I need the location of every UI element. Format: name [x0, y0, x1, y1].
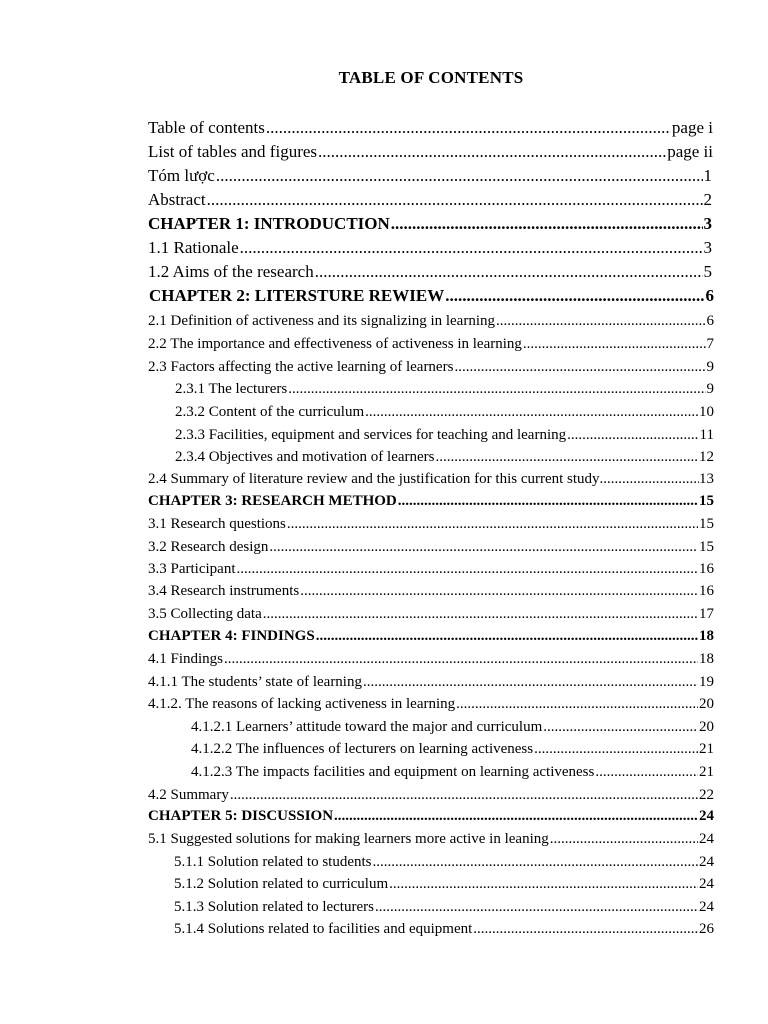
toc-entry-label: Tóm lược: [148, 166, 215, 185]
dot-leader: [315, 262, 703, 282]
toc-entry-page: 24: [699, 831, 714, 847]
dot-leader: [523, 334, 706, 354]
dot-leader: [595, 762, 698, 782]
toc-entry-label: 3.2 Research design: [148, 539, 269, 555]
dot-leader: [224, 649, 698, 669]
dot-leader: [436, 447, 698, 467]
toc-entry-label: 4.1.2. The reasons of lacking activeness in learning: [148, 696, 456, 712]
toc-entry-chapter-5: [148, 806, 714, 828]
dot-leader: [600, 469, 699, 489]
toc-entry-chapter-2: [149, 286, 714, 308]
toc-entry-label: 2.3.4 Objectives and motivation of learners: [175, 449, 435, 465]
toc-entry-page: 1: [703, 166, 712, 185]
toc-entry-1-1: [148, 238, 712, 260]
toc-entry-page: 18: [699, 628, 714, 644]
toc-entry-page: 6: [706, 313, 714, 329]
toc-entry-label: CHAPTER 1: INTRODUCTION: [148, 214, 390, 233]
toc-entry-page: 21: [699, 764, 714, 780]
dot-leader: [269, 537, 698, 557]
toc-entry-list-of-tables: [148, 142, 713, 164]
toc-entry-page: 3: [703, 238, 712, 257]
dot-leader: [266, 118, 671, 138]
dot-leader: [543, 717, 698, 737]
toc-entry-page: 13: [699, 471, 714, 487]
toc-entry-2-2: [148, 334, 714, 356]
toc-entry-page: 5: [703, 262, 712, 281]
toc-entry-label: 2.3.3 Facilities, equipment and services for teaching and learning: [175, 427, 567, 443]
toc-entry-page: 19: [699, 674, 714, 690]
toc-entry-label: 4.1.2.1 Learners’ attitude toward the major and curriculum: [191, 719, 543, 735]
dot-leader: [230, 785, 698, 805]
toc-entry-label: 5.1.1 Solution related to students: [174, 854, 372, 870]
toc-entry-chapter-3: [148, 491, 714, 513]
toc-entry-label: 2.3.1 The lecturers: [175, 381, 288, 397]
toc-entry-table-of-contents: [148, 118, 713, 140]
toc-entry-label: 4.2 Summary: [148, 787, 229, 803]
toc-entry-label: 4.1.2.2 The influences of lecturers on learning activeness: [191, 741, 534, 757]
dot-leader: [389, 874, 698, 894]
toc-entry-page: 24: [699, 899, 714, 915]
dot-leader: [363, 672, 698, 692]
toc-entry-page: 11: [699, 427, 714, 443]
dot-leader: [236, 559, 698, 579]
toc-entry-page: 9: [706, 359, 714, 375]
toc-entry-5-1-4: [174, 919, 714, 941]
dot-leader: [456, 694, 698, 714]
toc-entry-page: 7: [706, 336, 714, 352]
toc-entry-3-3: [148, 559, 714, 581]
toc-entry-page: 20: [699, 696, 714, 712]
toc-entry-2-4: [148, 469, 714, 491]
dot-leader: [372, 852, 698, 872]
dot-leader: [334, 806, 698, 826]
toc-entry-label: 3.4 Research instruments: [148, 583, 300, 599]
toc-entry-label: 1.2 Aims of the research: [148, 262, 314, 281]
dot-leader: [318, 142, 666, 162]
toc-entry-page: 6: [705, 286, 714, 305]
toc-entry-label: 1.1 Rationale: [148, 238, 239, 257]
dot-leader: [398, 491, 698, 511]
toc-entry-label: 2.3.2 Content of the curriculum: [175, 404, 365, 420]
toc-entry-2-3-4: [175, 447, 714, 469]
toc-entry-3-1: [148, 514, 714, 536]
toc-entry-label: 4.1.2.3 The impacts facilities and equipment on learning activeness: [191, 764, 595, 780]
toc-entry-page: 9: [706, 381, 714, 397]
dot-leader: [375, 897, 698, 917]
toc-entry-page: 26: [699, 921, 714, 937]
toc-entry-5-1-3: [174, 897, 714, 919]
toc-entry-label: 3.3 Participant: [148, 561, 236, 577]
toc-entry-label: 3.1 Research questions: [148, 516, 286, 532]
toc-entry-3-2: [148, 537, 714, 559]
toc-entry-page: 16: [699, 583, 714, 599]
toc-entry-4-1-1: [148, 672, 714, 694]
toc-entry-page: 16: [699, 561, 714, 577]
dot-leader: [300, 581, 698, 601]
toc-entry-2-3: [148, 357, 714, 379]
dot-leader: [534, 739, 698, 759]
toc-entry-chapter-1: [148, 214, 712, 236]
toc-entry-4-1-2-3: [191, 762, 714, 784]
toc-entry-label: 3.5 Collecting data: [148, 606, 262, 622]
toc-entry-label: 2.2 The importance and effectiveness of activeness in learning: [148, 336, 522, 352]
toc-entry-page: 15: [699, 539, 714, 555]
toc-entry-label: 2.3 Factors affecting the active learning of learners: [148, 359, 454, 375]
toc-entry-page: 24: [699, 876, 714, 892]
toc-entry-label: 2.4 Summary of literature review and the justification for this current study: [148, 471, 600, 487]
dot-leader: [216, 166, 703, 186]
dot-leader: [496, 311, 705, 331]
dot-leader: [445, 286, 704, 306]
toc-entry-4-1: [148, 649, 714, 671]
page-title: TABLE OF CONTENTS: [338, 68, 524, 87]
toc-entry-1-2: [148, 262, 712, 284]
toc-entry-page: 21: [699, 741, 714, 757]
toc-entry-page: 10: [699, 404, 714, 420]
toc-entry-page: 15: [699, 516, 714, 532]
toc-entry-3-4: [148, 581, 714, 603]
dot-leader: [454, 357, 705, 377]
toc-entry-page: page i: [671, 118, 713, 137]
toc-entry-page: 15: [699, 493, 714, 509]
dot-leader: [316, 626, 698, 646]
toc-entry-label: CHAPTER 5: DISCUSSION: [148, 808, 334, 824]
toc-entry-2-3-2: [175, 402, 714, 424]
toc-entry-label: Table of contents: [148, 118, 265, 137]
toc-entry-3-5: [148, 604, 714, 626]
toc-entry-5-1-2: [174, 874, 714, 896]
toc-entry-label: 5.1.3 Solution related to lecturers: [174, 899, 374, 915]
toc-entry-label: 4.1 Findings: [148, 651, 224, 667]
toc-entry-2-3-1: [175, 379, 714, 401]
toc-entry-label: 5.1 Suggested solutions for making learners more active in leaning: [148, 831, 549, 847]
toc-entry-chapter-4: [148, 626, 714, 648]
toc-entry-4-1-2-1: [191, 717, 714, 739]
toc-entry-4-1-2: [148, 694, 714, 716]
toc-entry-5-1-1: [174, 852, 714, 874]
toc-entry-page: 24: [699, 854, 714, 870]
dot-leader: [391, 214, 703, 234]
toc-entry-label: 4.1.1 The students’ state of learning: [148, 674, 362, 690]
toc-entry-page: 12: [699, 449, 714, 465]
toc-entry-5-1: [148, 829, 714, 851]
toc-entry-label: 5.1.4 Solutions related to facilities and equipment: [174, 921, 473, 937]
toc-entry-2-1: [148, 311, 714, 333]
toc-entry-2-3-3: [175, 425, 714, 447]
toc-entry-page: 18: [699, 651, 714, 667]
toc-entry-label: Abstract: [148, 190, 206, 209]
dot-leader: [288, 379, 705, 399]
toc-entry-page: 17: [699, 606, 714, 622]
toc-entry-tom-luoc: [148, 166, 712, 188]
toc-entry-label: CHAPTER 4: FINDINGS: [148, 628, 315, 644]
toc-entry-label: 5.1.2 Solution related to curriculum: [174, 876, 389, 892]
toc-entry-page: 22: [699, 787, 714, 803]
dot-leader: [207, 190, 703, 210]
toc-entry-label: List of tables and figures: [148, 142, 318, 161]
toc-entry-page: page ii: [667, 142, 713, 161]
dot-leader: [567, 425, 698, 445]
toc-entry-page: 24: [699, 808, 714, 824]
toc-entry-page: 2: [703, 190, 712, 209]
dot-leader: [287, 514, 698, 534]
toc-entry-abstract: [148, 190, 712, 212]
dot-leader: [365, 402, 698, 422]
dot-leader: [240, 238, 703, 258]
toc-entry-label: CHAPTER 3: RESEARCH METHOD: [148, 493, 397, 509]
toc-entry-label: 2.1 Definition of activeness and its signalizing in learning: [148, 313, 496, 329]
toc-entry-4-1-2-2: [191, 739, 714, 761]
toc-entry-page: 20: [699, 719, 714, 735]
toc-entry-page: 3: [703, 214, 712, 233]
dot-leader: [550, 829, 698, 849]
toc-entry-label: CHAPTER 2: LITERSTURE REWIEW: [149, 286, 445, 305]
dot-leader: [473, 919, 698, 939]
toc-entry-4-2: [148, 785, 714, 807]
dot-leader: [263, 604, 698, 624]
